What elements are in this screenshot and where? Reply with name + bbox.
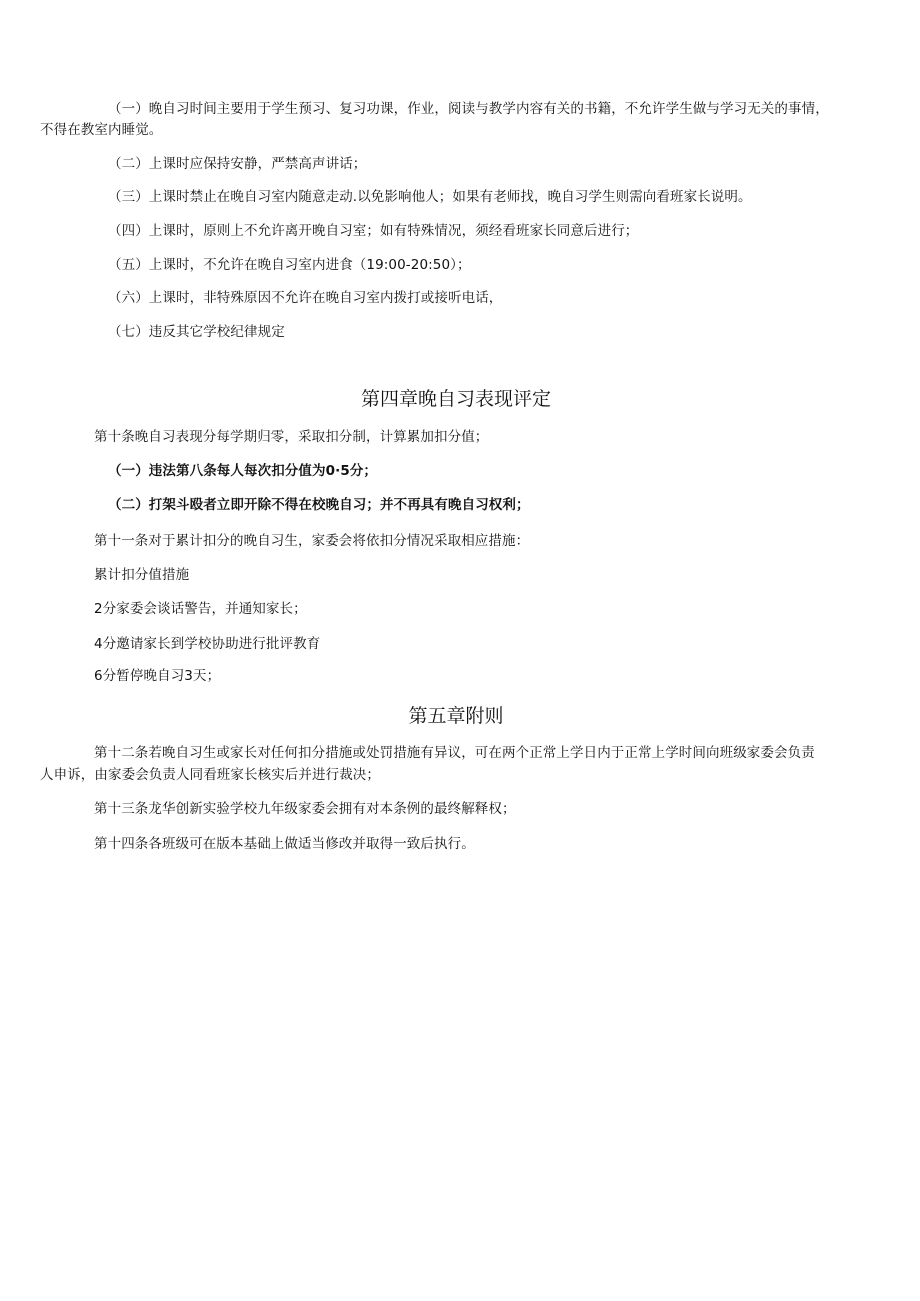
chapter-5-title: 第五章附则 [408, 705, 504, 727]
chapter-4-title: 第四章晚自习表现评定 [360, 388, 551, 410]
article-10-rule-2: （二）打架斗殴者立即开除不得在校晚自习；并不再具有晚自习权利； [108, 497, 530, 513]
article-13: 第十三条龙华创新实验学校九年级家委会拥有对本条例的最终解释权； [94, 801, 516, 817]
article-10: 第十条晚自习表现分每学期归零，采取扣分制，计算累加扣分值； [94, 429, 489, 445]
article-12-line-1: 第十二条若晚自习生或家长对任何扣分措施或处罚措施有异议，可在两个正常上学日内于正常上学时间向班级家委会负责 [94, 745, 815, 761]
rule-item-3: （三）上课时禁止在晚自习室内随意走动.以免影响他人；如果有老师找，晚自习学生则需向看班家长说明。 [108, 189, 752, 205]
rule-item-2: （二）上课时应保持安静，严禁高声讲话； [108, 156, 367, 172]
rule-item-1-line-2: 不得在教室内睡觉。 [40, 122, 163, 138]
measure-6-points: 6分暂停晚自习3天； [94, 668, 221, 684]
article-12-line-2: 人申诉，由家委会负责人同看班家长核实后并进行裁决； [40, 767, 380, 783]
rule-item-1-line-1: （一）晚自习时间主要用于学生预习、复习功课，作业，阅读与教学内容有关的书籍，不允许学生做与学习无关的事情， [108, 101, 829, 117]
measures-header: 累计扣分值措施 [94, 567, 190, 583]
article-11: 第十一条对于累计扣分的晚自习生，家委会将依扣分情况采取相应措施： [94, 533, 530, 549]
rule-item-7: （七）违反其它学校纪律规定 [108, 324, 285, 340]
article-10-rule-1: （一）违法第八条每人每次扣分值为0·5分； [108, 463, 378, 479]
article-14: 第十四条各班级可在版本基础上做适当修改并取得一致后执行。 [94, 836, 475, 852]
rule-item-6: （六）上课时，非特殊原因不允许在晚自习室内拨打或接听电话， [108, 290, 503, 306]
rule-item-4: （四）上课时，原则上不允许离开晚自习室；如有特殊情况，须经看班家长同意后进行； [108, 223, 639, 239]
measure-4-points: 4分邀请家长到学校协助进行批评教育 [94, 636, 321, 652]
rule-item-5: （五）上课时，不允许在晚自习室内进食（19:00-20:50）； [108, 257, 471, 273]
measure-2-points: 2分家委会谈话警告，并通知家长； [94, 601, 307, 617]
